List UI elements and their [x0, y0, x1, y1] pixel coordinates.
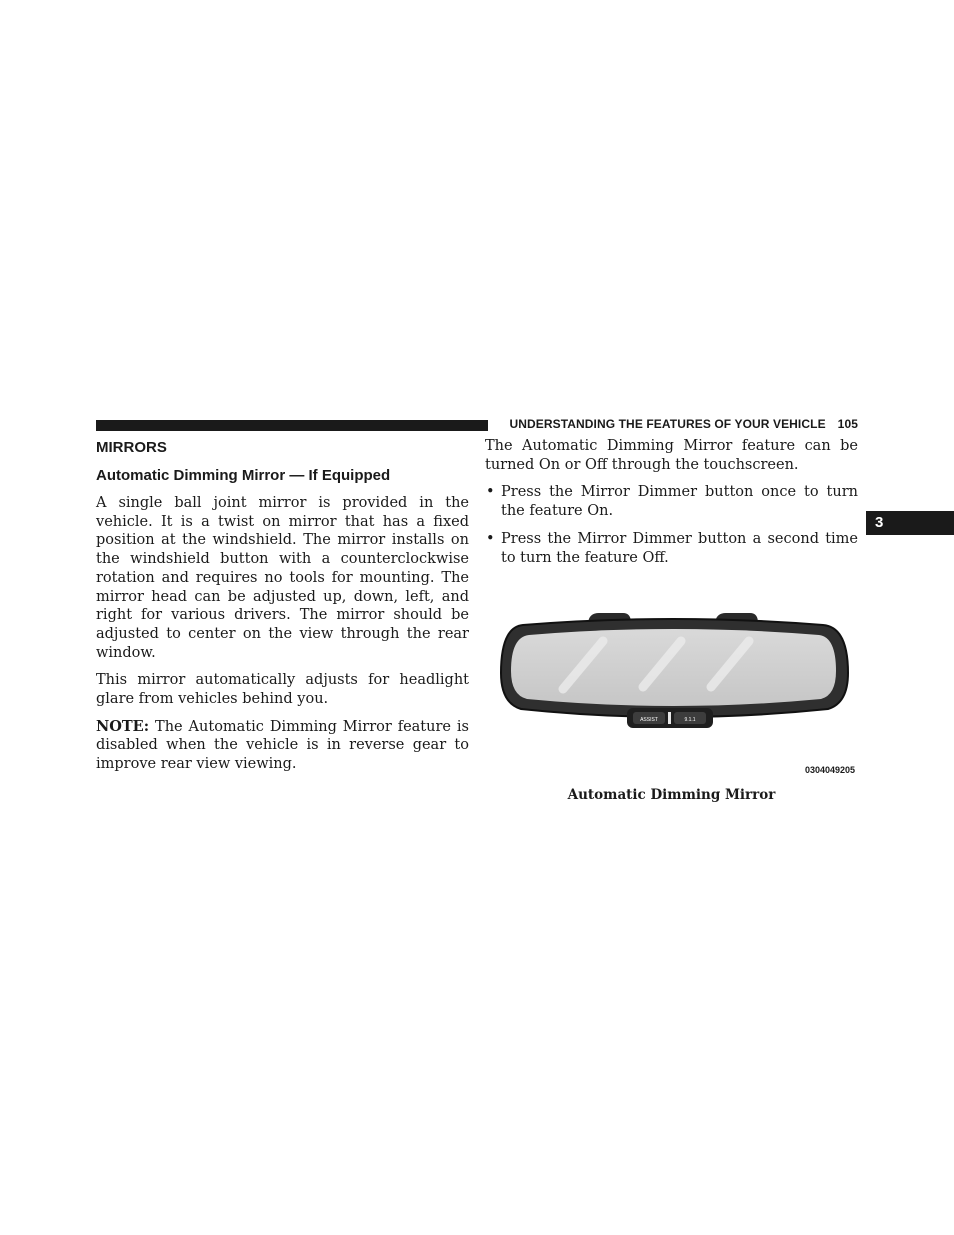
header-rule [96, 420, 488, 431]
running-header [498, 417, 858, 431]
body-paragraph: This mirror automatically adjusts for headlight glare from vehicles behind you. [96, 672, 469, 708]
body-paragraph: The Automatic Dimming Mirror feature can be turned On or Off through the touchscreen. [485, 438, 858, 473]
bullet-glyph: • [486, 530, 495, 547]
subsection-title: Automatic Dimming Mirror — If Equipped [96, 467, 391, 484]
list-item: • Press the Mirror Dimmer button a second time to turn the feature Off. [486, 530, 858, 566]
figure-code: 0304049205 [804, 765, 855, 775]
mirror-illustration [493, 603, 855, 783]
section-title: MIRRORS [96, 439, 167, 456]
list-item: • Press the Mirror Dimmer button once to turn the feature On. [486, 484, 858, 520]
chapter-tab: 3 [866, 511, 954, 535]
bullet-list [485, 483, 858, 567]
left-column [96, 437, 469, 783]
page-number: 105 [837, 417, 858, 431]
assist-button-label: ASSIST [640, 717, 658, 723]
note-label: NOTE: [96, 717, 150, 735]
right-column [485, 437, 858, 576]
bullet-glyph: • [486, 484, 495, 501]
note-text: The Automatic Dimming Mirror feature is disabled when the vehicle is in reverse gear to improve rear view viewing. [96, 718, 469, 773]
sos-button-label: 9.1.1 [684, 717, 696, 723]
figure-caption: Automatic Dimming Mirror [567, 787, 776, 803]
rearview-mirror-icon [493, 603, 855, 763]
body-paragraph: A single ball joint mirror is provided in the vehicle. It is a twist on mirror that has a fixed position at the windshield. The mirror installs on the windshield button with a counterclockwise rotation and requires no tools for mounting. The mirror head can be adjusted up, down, left, and right for various drivers. The mirror should be adjusted to center on the view through the rear window. [96, 495, 469, 661]
note-paragraph [96, 718, 469, 774]
header-section-title: UNDERSTANDING THE FEATURES OF YOUR VEHICLE [509, 417, 826, 431]
